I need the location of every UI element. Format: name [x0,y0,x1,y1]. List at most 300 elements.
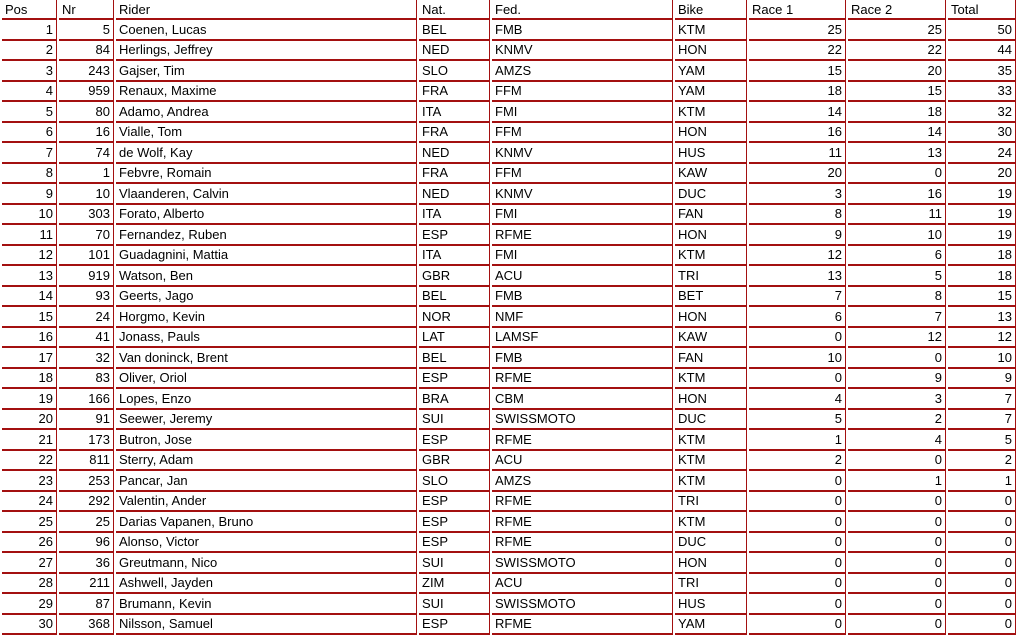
cell-race1: 9 [749,225,846,246]
cell-nat: ITA [419,205,490,226]
cell-nat: BEL [419,348,490,369]
cell-total: 15 [948,287,1016,308]
cell-race2: 8 [848,287,946,308]
cell-rider: Sterry, Adam [116,451,417,472]
table-row [2,512,1016,533]
cell-fed: RFME [492,615,673,635]
cell-race1: 14 [749,102,846,123]
cell-bike: TRI [675,266,747,287]
cell-total: 13 [948,307,1016,328]
cell-nat: ITA [419,246,490,267]
cell-fed: SWISSMOTO [492,594,673,615]
cell-total: 2 [948,451,1016,472]
cell-fed: FMB [492,20,673,41]
cell-race2: 6 [848,246,946,267]
cell-race1: 6 [749,307,846,328]
cell-race1: 0 [749,574,846,595]
cell-race2: 16 [848,184,946,205]
cell-nr: 83 [59,369,114,390]
cell-race2: 18 [848,102,946,123]
cell-total: 19 [948,184,1016,205]
cell-nr: 41 [59,328,114,349]
cell-pos: 6 [2,123,57,144]
cell-pos: 15 [2,307,57,328]
cell-rider: Brumann, Kevin [116,594,417,615]
cell-rider: Valentin, Ander [116,492,417,513]
cell-race2: 12 [848,328,946,349]
cell-nat: NED [419,184,490,205]
cell-nat: NED [419,41,490,62]
cell-fed: LAMSF [492,328,673,349]
cell-race1: 0 [749,553,846,574]
cell-fed: RFME [492,512,673,533]
cell-nat: ZIM [419,574,490,595]
table-row [2,20,1016,41]
cell-race1: 0 [749,594,846,615]
cell-bike: TRI [675,574,747,595]
column-header-rider: Rider [116,0,417,20]
cell-race1: 11 [749,143,846,164]
cell-pos: 16 [2,328,57,349]
cell-bike: KTM [675,246,747,267]
cell-bike: KAW [675,164,747,185]
cell-rider: Seewer, Jeremy [116,410,417,431]
cell-nat: ESP [419,615,490,635]
cell-fed: FFM [492,164,673,185]
cell-nat: SLO [419,61,490,82]
cell-nat: FRA [419,123,490,144]
cell-nr: 80 [59,102,114,123]
cell-race2: 0 [848,533,946,554]
cell-nr: 24 [59,307,114,328]
cell-nr: 101 [59,246,114,267]
cell-total: 18 [948,246,1016,267]
cell-race1: 15 [749,61,846,82]
cell-total: 1 [948,471,1016,492]
cell-bike: KTM [675,451,747,472]
cell-bike: KTM [675,430,747,451]
table-row [2,287,1016,308]
cell-nr: 368 [59,615,114,635]
table-row [2,307,1016,328]
cell-nat: ESP [419,492,490,513]
column-header-pos: Pos [2,0,57,20]
table-row [2,451,1016,472]
header-row [2,0,1016,20]
cell-rider: Gajser, Tim [116,61,417,82]
cell-nat: GBR [419,451,490,472]
cell-rider: Coenen, Lucas [116,20,417,41]
table-row [2,574,1016,595]
cell-total: 33 [948,82,1016,103]
cell-bike: YAM [675,61,747,82]
cell-total: 0 [948,492,1016,513]
cell-pos: 7 [2,143,57,164]
cell-rider: Forato, Alberto [116,205,417,226]
cell-race2: 20 [848,61,946,82]
cell-bike: KTM [675,369,747,390]
cell-race2: 4 [848,430,946,451]
cell-race1: 13 [749,266,846,287]
cell-nr: 243 [59,61,114,82]
cell-pos: 2 [2,41,57,62]
cell-nr: 91 [59,410,114,431]
cell-bike: DUC [675,533,747,554]
cell-total: 44 [948,41,1016,62]
cell-race2: 15 [848,82,946,103]
cell-race1: 7 [749,287,846,308]
table-row [2,61,1016,82]
column-header-bike: Bike [675,0,747,20]
table-row [2,184,1016,205]
cell-nr: 211 [59,574,114,595]
table-row [2,328,1016,349]
cell-rider: Horgmo, Kevin [116,307,417,328]
cell-pos: 29 [2,594,57,615]
cell-race1: 22 [749,41,846,62]
cell-rider: Vlaanderen, Calvin [116,184,417,205]
table-row [2,143,1016,164]
cell-total: 7 [948,389,1016,410]
cell-race2: 7 [848,307,946,328]
cell-total: 0 [948,594,1016,615]
cell-fed: KNMV [492,41,673,62]
cell-pos: 23 [2,471,57,492]
cell-total: 19 [948,205,1016,226]
cell-bike: KTM [675,512,747,533]
table-row [2,492,1016,513]
cell-pos: 18 [2,369,57,390]
cell-total: 0 [948,615,1016,635]
cell-bike: HON [675,389,747,410]
cell-bike: HON [675,123,747,144]
cell-nr: 32 [59,348,114,369]
cell-nat: BEL [419,20,490,41]
cell-pos: 3 [2,61,57,82]
table-row [2,246,1016,267]
cell-race2: 3 [848,389,946,410]
cell-pos: 12 [2,246,57,267]
cell-rider: Guadagnini, Mattia [116,246,417,267]
cell-total: 50 [948,20,1016,41]
cell-nr: 1 [59,164,114,185]
cell-fed: FMI [492,205,673,226]
cell-pos: 30 [2,615,57,635]
cell-fed: NMF [492,307,673,328]
cell-bike: TRI [675,492,747,513]
table-row [2,164,1016,185]
cell-nr: 173 [59,430,114,451]
table-row [2,41,1016,62]
cell-bike: KTM [675,471,747,492]
cell-rider: Geerts, Jago [116,287,417,308]
cell-nr: 253 [59,471,114,492]
cell-bike: YAM [675,615,747,635]
cell-race2: 5 [848,266,946,287]
cell-rider: Pancar, Jan [116,471,417,492]
cell-race2: 2 [848,410,946,431]
column-header-nat: Nat. [419,0,490,20]
cell-race2: 0 [848,512,946,533]
cell-pos: 28 [2,574,57,595]
cell-fed: SWISSMOTO [492,553,673,574]
table-row [2,348,1016,369]
cell-fed: RFME [492,533,673,554]
table-row [2,82,1016,103]
cell-rider: Fernandez, Ruben [116,225,417,246]
cell-pos: 27 [2,553,57,574]
table-row [2,266,1016,287]
cell-rider: Renaux, Maxime [116,82,417,103]
table-row [2,594,1016,615]
column-header-fed: Fed. [492,0,673,20]
cell-nr: 96 [59,533,114,554]
cell-total: 5 [948,430,1016,451]
cell-total: 0 [948,512,1016,533]
cell-rider: Herlings, Jeffrey [116,41,417,62]
cell-race2: 22 [848,41,946,62]
cell-total: 24 [948,143,1016,164]
cell-total: 32 [948,102,1016,123]
cell-nr: 25 [59,512,114,533]
cell-rider: Ashwell, Jayden [116,574,417,595]
cell-fed: RFME [492,225,673,246]
cell-total: 0 [948,533,1016,554]
cell-rider: Jonass, Pauls [116,328,417,349]
cell-nat: BRA [419,389,490,410]
cell-nat: ESP [419,533,490,554]
cell-pos: 4 [2,82,57,103]
cell-fed: SWISSMOTO [492,410,673,431]
cell-fed: KNMV [492,143,673,164]
cell-race1: 25 [749,20,846,41]
cell-nat: ITA [419,102,490,123]
cell-rider: Darias Vapanen, Bruno [116,512,417,533]
cell-nr: 84 [59,41,114,62]
table-row [2,471,1016,492]
results-table-body [2,20,1016,635]
cell-race1: 0 [749,369,846,390]
cell-bike: HON [675,553,747,574]
cell-race1: 5 [749,410,846,431]
cell-race2: 13 [848,143,946,164]
cell-bike: HUS [675,143,747,164]
cell-total: 20 [948,164,1016,185]
cell-nr: 87 [59,594,114,615]
cell-fed: ACU [492,451,673,472]
table-row [2,430,1016,451]
cell-race1: 0 [749,533,846,554]
cell-nat: SUI [419,553,490,574]
table-row [2,533,1016,554]
cell-rider: Febvre, Romain [116,164,417,185]
cell-race2: 1 [848,471,946,492]
cell-fed: ACU [492,574,673,595]
cell-nat: NOR [419,307,490,328]
cell-race1: 1 [749,430,846,451]
cell-total: 18 [948,266,1016,287]
cell-fed: RFME [492,430,673,451]
cell-race1: 2 [749,451,846,472]
cell-race1: 4 [749,389,846,410]
cell-pos: 17 [2,348,57,369]
cell-pos: 10 [2,205,57,226]
cell-pos: 25 [2,512,57,533]
cell-bike: KTM [675,20,747,41]
cell-fed: ACU [492,266,673,287]
cell-total: 35 [948,61,1016,82]
cell-pos: 11 [2,225,57,246]
cell-pos: 26 [2,533,57,554]
cell-race2: 25 [848,20,946,41]
cell-fed: AMZS [492,61,673,82]
cell-nat: SUI [419,410,490,431]
cell-total: 10 [948,348,1016,369]
cell-race1: 20 [749,164,846,185]
cell-bike: FAN [675,205,747,226]
cell-rider: Nilsson, Samuel [116,615,417,635]
cell-race2: 14 [848,123,946,144]
cell-nat: BEL [419,287,490,308]
cell-fed: CBM [492,389,673,410]
column-header-total: Total [948,0,1016,20]
cell-nr: 919 [59,266,114,287]
cell-pos: 21 [2,430,57,451]
cell-bike: HON [675,225,747,246]
cell-race1: 10 [749,348,846,369]
cell-total: 7 [948,410,1016,431]
cell-race2: 0 [848,348,946,369]
cell-nat: FRA [419,164,490,185]
cell-pos: 19 [2,389,57,410]
cell-fed: FMI [492,102,673,123]
cell-pos: 8 [2,164,57,185]
cell-nr: 93 [59,287,114,308]
cell-race2: 9 [848,369,946,390]
cell-rider: Vialle, Tom [116,123,417,144]
cell-nat: ESP [419,369,490,390]
cell-nat: GBR [419,266,490,287]
cell-rider: Alonso, Victor [116,533,417,554]
table-row [2,123,1016,144]
cell-nr: 74 [59,143,114,164]
cell-race2: 0 [848,553,946,574]
cell-nat: ESP [419,430,490,451]
table-row [2,410,1016,431]
table-row [2,225,1016,246]
cell-fed: FMB [492,348,673,369]
cell-bike: HUS [675,594,747,615]
cell-nat: SUI [419,594,490,615]
cell-rider: Butron, Jose [116,430,417,451]
cell-total: 9 [948,369,1016,390]
cell-pos: 20 [2,410,57,431]
table-row [2,615,1016,635]
cell-nr: 16 [59,123,114,144]
cell-nr: 10 [59,184,114,205]
cell-nr: 36 [59,553,114,574]
table-row [2,389,1016,410]
cell-bike: BET [675,287,747,308]
cell-race1: 0 [749,492,846,513]
cell-nat: LAT [419,328,490,349]
cell-race1: 18 [749,82,846,103]
cell-total: 19 [948,225,1016,246]
cell-total: 0 [948,574,1016,595]
cell-race2: 0 [848,615,946,635]
cell-pos: 9 [2,184,57,205]
cell-fed: FMI [492,246,673,267]
table-row [2,369,1016,390]
cell-race2: 11 [848,205,946,226]
cell-rider: Van doninck, Brent [116,348,417,369]
column-header-race1: Race 1 [749,0,846,20]
cell-bike: DUC [675,184,747,205]
cell-total: 30 [948,123,1016,144]
cell-nat: NED [419,143,490,164]
cell-fed: FFM [492,123,673,144]
table-row [2,102,1016,123]
cell-nr: 303 [59,205,114,226]
table-row [2,205,1016,226]
cell-nr: 811 [59,451,114,472]
cell-fed: KNMV [492,184,673,205]
cell-fed: RFME [492,492,673,513]
table-row [2,553,1016,574]
cell-race2: 0 [848,164,946,185]
cell-pos: 24 [2,492,57,513]
cell-pos: 5 [2,102,57,123]
cell-bike: HON [675,41,747,62]
cell-race1: 0 [749,471,846,492]
cell-bike: YAM [675,82,747,103]
cell-race2: 10 [848,225,946,246]
cell-race1: 8 [749,205,846,226]
column-header-race2: Race 2 [848,0,946,20]
cell-nr: 70 [59,225,114,246]
cell-fed: AMZS [492,471,673,492]
cell-pos: 14 [2,287,57,308]
cell-race1: 16 [749,123,846,144]
cell-race2: 0 [848,451,946,472]
cell-race1: 3 [749,184,846,205]
cell-fed: FFM [492,82,673,103]
cell-bike: FAN [675,348,747,369]
cell-rider: Oliver, Oriol [116,369,417,390]
cell-nat: FRA [419,82,490,103]
cell-race1: 12 [749,246,846,267]
cell-pos: 13 [2,266,57,287]
cell-total: 0 [948,553,1016,574]
cell-bike: HON [675,307,747,328]
cell-pos: 1 [2,20,57,41]
cell-race2: 0 [848,574,946,595]
column-header-nr: Nr [59,0,114,20]
cell-race1: 0 [749,512,846,533]
cell-nr: 166 [59,389,114,410]
cell-nr: 5 [59,20,114,41]
cell-nat: SLO [419,471,490,492]
cell-nat: ESP [419,512,490,533]
cell-race2: 0 [848,594,946,615]
cell-race2: 0 [848,492,946,513]
cell-rider: Adamo, Andrea [116,102,417,123]
cell-pos: 22 [2,451,57,472]
cell-nat: ESP [419,225,490,246]
cell-bike: DUC [675,410,747,431]
cell-nr: 292 [59,492,114,513]
cell-race1: 0 [749,615,846,635]
